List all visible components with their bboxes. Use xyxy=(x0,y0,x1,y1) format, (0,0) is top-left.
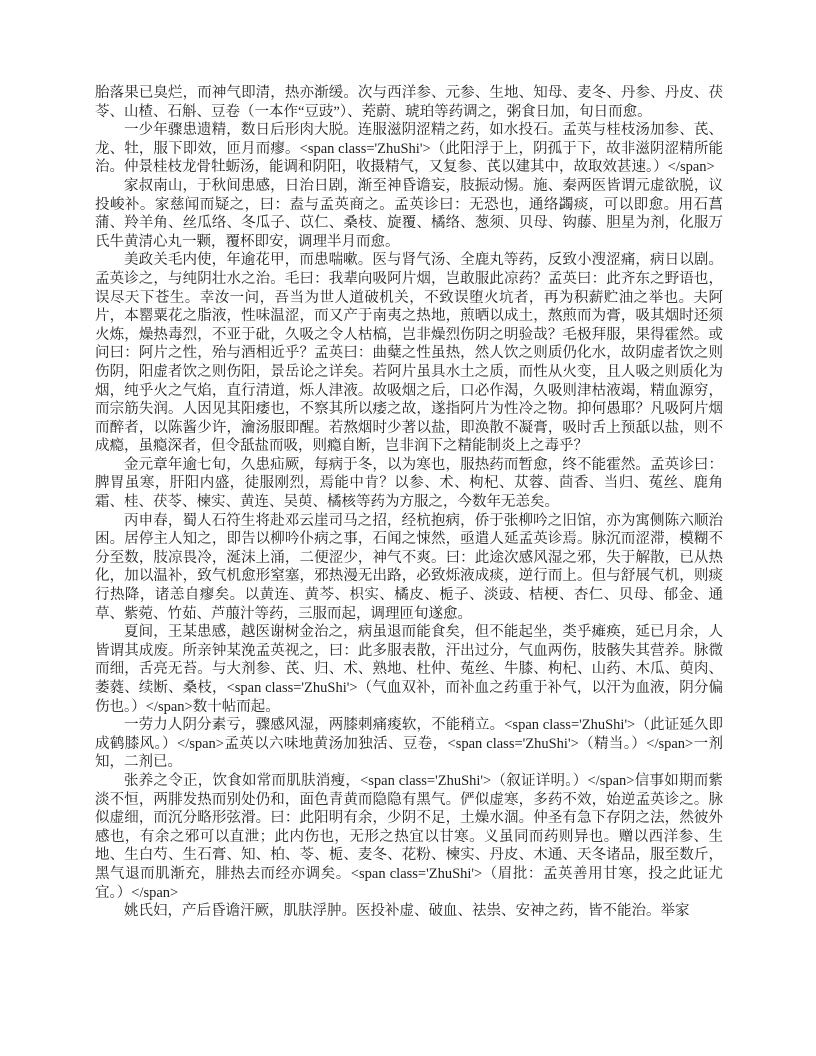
paragraph: 美政关毛内使，年逾花甲，而患喘嗽。医与肾气汤、全鹿丸等药，反致小溲涩痛，病日以剧。孟英诊之，与纯阴壮水之治。毛曰：我辈向吸阿片烟，岂敢服此凉药？孟英曰：此齐东之野语也，误尽天下苍生。幸汝一问，吾当为世人道破机关，不致误堕火坑者，再为积薪贮油之举也。夫阿片，本罂粟花之脂液，性味温涩，而又产于南夷之热地，煎晒以成土，熬煎而为膏，吸其烟时还须火炼，燥热毒烈，不亚于砒，久吸之令人枯槁，岂非燥烈伤阴之明验哉？毛极拜服，果得霍然。或问曰：阿片之性，殆与酒相近乎？孟英曰：曲糵之性虽热，然人饮之则质仍化水，故阴虚者饮之则伤阴，阳虚者饮之则伤阳，景岳论之详矣。若阿片虽具水土之质，而性从火变，且人吸之则质化为烟，纯乎火之气焰，直行清道，烁人津液。故吸烟之后，口必作渴，久吸则津枯液竭，精血源穷，而宗筋失润。人因见其阳痿也，不察其所以痿之故，遂指阿片为性冷之物。抑何愚耶？凡吸阿片烟而醉者，以陈酱少许，瀹汤服即醒。若熬烟时少著以盐，即涣散不凝膏，吸时舌上预舐以盐，则不成瘾，虽瘾深者，但令舐盐而吸，则瘾自断，岂非润下之精能制炎上之毒乎？ xyxy=(95,252,723,455)
paragraph: 丙申春，蜀人石符生将赴邓云崖司马之招，经杭抱病，侨于张柳吟之旧馆，亦为寓侧陈六顺治困。居停主人知之，即告以柳吟仆病之事，石闻之悚然，亟遣人延孟英诊焉。脉沉而涩滞，模糊不分至数，肢凉畏冷，涎沫上涌，二便涩少，神气不爽。曰：此途次感风湿之邪，失于解散，已从热化，加以温补，致气机愈形窒塞，邪热漫无出路，必致烁液成痰，逆行而上。但与舒展气机，则痰行热降，诸恙自瘳矣。以黄连、黄芩、枳实、橘皮、栀子、淡豉、桔梗、杏仁、贝母、郁金、通草、紫菀、竹茹、芦菔汁等药，三服而起，调理匝旬遂愈。 xyxy=(95,512,723,622)
paragraph: 张养之令正，饮食如常而肌肤消瘦，<span class='ZhuShi'>（叙证详明。）</span>信事如期而紫淡不恒，两腓发热而别处仍和，面色青黄而隐隐有黑气。俨似虚寒，多药不效，始逆孟英诊之。脉似虚细，而沉分略形弦滑。曰：此阳明有余，少阴不足，土燥水涸。仲圣有急下存阴之法，然彼外感也，有余之邪可以直泄；此内伤也，无形之热宜以甘寒。义虽同而药则异也。赠以西洋参、生地、生白芍、生石膏、知、柏、苓、栀、麦冬、花粉、楝实、丹皮、木通、天冬诸品，服至数斤，黑气退而肌渐充，腓热去而经亦调矣。<span class='ZhuShi'>（眉批：孟英善用甘寒，投之此证尤宜。）</span> xyxy=(95,772,723,901)
paragraph: 金元章年逾七旬，久患疝厥，每病于冬，以为寒也，服热药而暂愈，终不能霍然。孟英诊曰：脾胃虽寒，肝阳内盛，徒服刚烈，焉能中肯？以参、术、枸杞、苁蓉、茴香、当归、菟丝、鹿角霜、桂、茯苓、楝实、黄连、吴萸、橘核等药为方服之，今数年无恙矣。 xyxy=(95,456,723,511)
paragraph: 胎落果已臭烂，而神气即清，热亦渐缓。次与西洋参、元参、生地、知母、麦冬、丹参、丹皮、茯苓、山楂、石斛、豆卷（一本作“豆豉”）、茺蔚、琥珀等药调之，粥食日加，旬日而愈。 xyxy=(95,85,723,120)
paragraph: 夏间，王某患感，越医谢树金治之，病虽退而能食矣，但不能起坐，类乎瘫痪，延已月余，人皆谓其成废。所亲钟某浼孟英视之，曰：此多服表散，汗出过分，气血两伤，肢骸失其营养。脉微而细，舌亮无苔。与大剂参、芪、归、术、熟地、杜仲、菟丝、牛膝、枸杞、山药、木瓜、萸肉、萎蕤、续断、桑枝，<span class='ZhuShi'>（气血双补，而补血之药重于补气，以汗为血液，阴分偏伤也。）</span>数十帖而起。 xyxy=(95,624,723,715)
paragraph: 姚氏妇，产后昏谵汗厥，肌肤浮肿。医投补虚、破血、祛祟、安神之药，皆不能治。举家 xyxy=(124,903,690,920)
document-body xyxy=(95,84,723,921)
paragraph: 家叔南山，于秋间患感，日治日剧，渐至神昏谵妄，肢振动惕。施、秦两医皆谓元虚欲脱，议投峻补。家慈闻而疑之，曰：盍与孟英商之。孟英诊曰：无恐也，通络蠲痰，可以即愈。用石菖蒲、羚羊角、丝瓜络、冬瓜子、苡仁、桑枝、旋覆、橘络、葱须、贝母、钩藤、胆星为剂，化服万氏牛黄清心丸一颗，覆杯即安，调理半月而愈。 xyxy=(95,177,723,250)
paragraph: 一劳力人阴分素亏，骤感风湿，两膝刺痛痠软，不能稍立。<span class='ZhuShi'>（此证延久即成鹤膝风。）</span>孟英以六味地黄汤加独活、豆卷，<span class='ZhuShi'>（精当。）</span>一剂知，二剂已。 xyxy=(95,717,723,771)
paragraph: 一少年骤患遗精，数日后形肉大脱。连服滋阴涩精之药，如水投石。孟英与桂枝汤加参、芪、龙、牡，服下即效，匝月而瘳。<span class='ZhuShi'>（此阳浮于上，阴孤于下，故非滋阴涩精所能治。仲景桂枝龙骨牡蛎汤，能调和阴阳，收摄精气，又复参、芪以建其中，故取效甚速。）</span> xyxy=(95,122,723,176)
